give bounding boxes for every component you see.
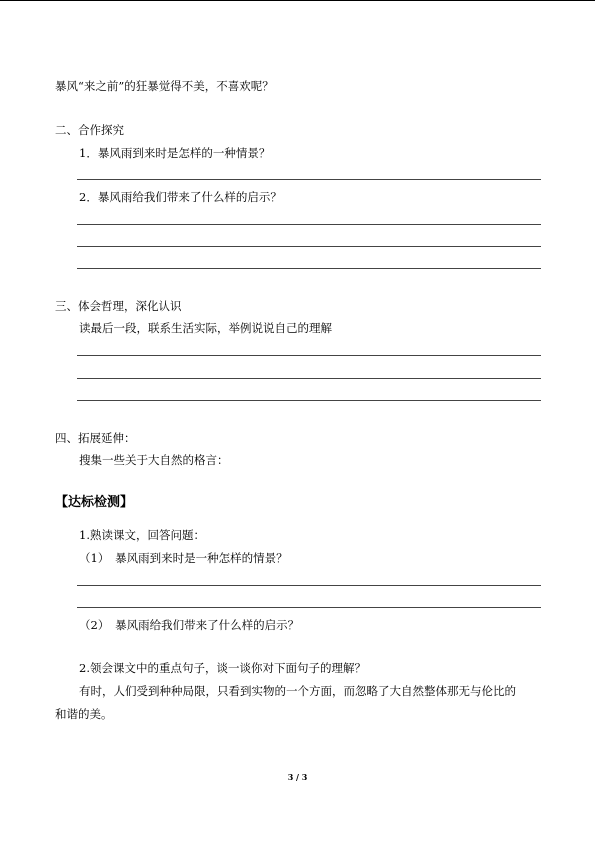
answer-line — [77, 268, 541, 269]
page-number: 3 / 3 — [287, 772, 308, 782]
section-2-question-2: 2．暴风雨给我们带来了什么样的启示？ — [79, 190, 282, 204]
header-rule — [0, 0, 595, 1]
answer-line — [77, 355, 541, 356]
test-question-1: 1.熟读课文，回答问题： — [79, 528, 205, 542]
section-4-title: 四、拓展延伸： — [55, 431, 136, 445]
section-3-title: 三、体会哲理，深化认识 — [55, 299, 182, 313]
test-heading: 【达标检测】 — [55, 495, 134, 510]
section-3-prompt: 读最后一段，联系生活实际，举例说说自己的理解 — [79, 321, 332, 335]
preceding-text: 暴风“来之前”的狂暴觉得不美，不喜欢呢？ — [55, 79, 274, 93]
answer-line — [77, 585, 541, 586]
answer-line — [77, 179, 541, 180]
answer-line — [77, 378, 541, 379]
section-4-prompt: 搜集一些关于大自然的格言： — [79, 453, 229, 467]
test-question-2: 2.领会课文中的重点句子，谈一谈你对下面句子的理解？ — [79, 661, 366, 675]
answer-line — [77, 224, 541, 225]
answer-line — [77, 246, 541, 247]
section-2-question-1: 1．暴风雨到来时是怎样的一种情景？ — [79, 146, 271, 160]
quote-line-1: 有时，人们受到种种局限，只看到实物的一个方面，而忽略了大自然整体那无与伦比的 — [79, 684, 516, 698]
test-question-1-1: （1） 暴风雨到来时是一种怎样的情景？ — [79, 551, 288, 565]
test-question-1-2: （2） 暴风雨给我们带来了什么样的启示？ — [79, 618, 300, 632]
quote-line-2: 和谐的美。 — [55, 707, 113, 721]
answer-line — [77, 400, 541, 401]
section-2-title: 二、合作探究 — [55, 123, 124, 137]
answer-line — [77, 607, 541, 608]
